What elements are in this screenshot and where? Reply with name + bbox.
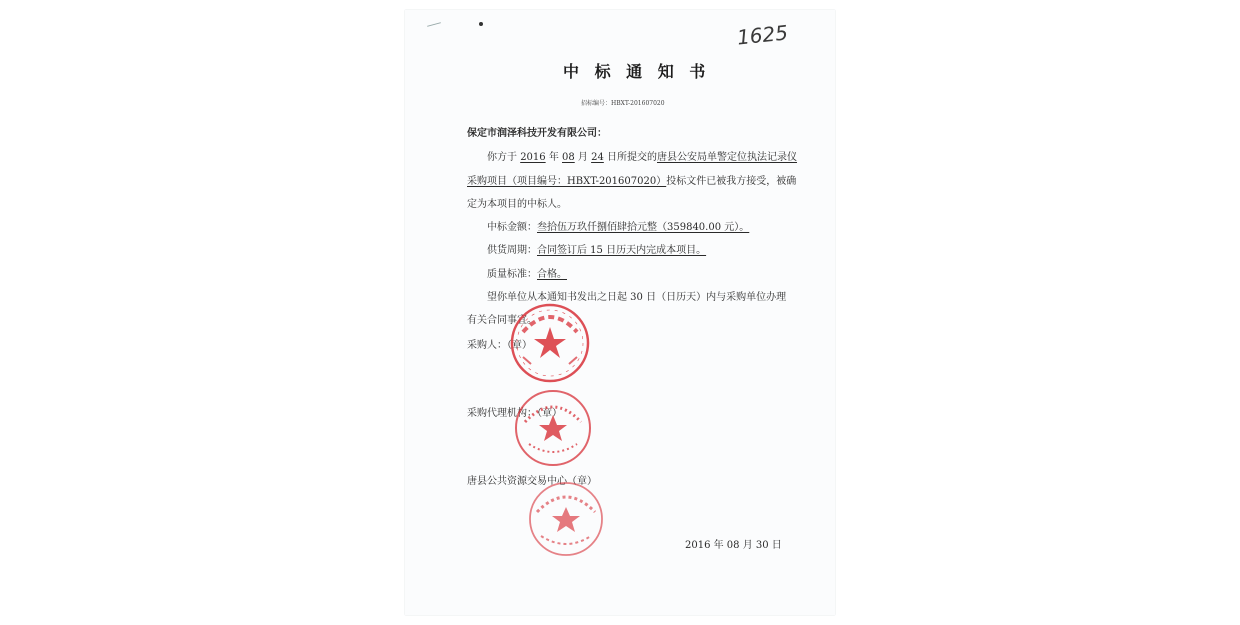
bid-amount: 中标金额：叁拾伍万玖仟捌佰肆拾元整（359840.00 元）。 [487, 222, 750, 233]
issue-date: 2016 年 08 月 30 日 [685, 540, 782, 551]
agency-seal-stamp [513, 388, 593, 468]
scan-mark [427, 22, 441, 27]
buyer-seal-stamp [509, 302, 591, 384]
delivery-period: 供货周期：合同签订后 15 日历天内完成本项目。 [487, 245, 707, 256]
notice-document [405, 10, 835, 615]
addressee: 保定市润泽科技开发有限公司： [467, 128, 607, 139]
paragraph2-line1: 望你单位从本通知书发出之日起 30 日（日历天）内与采购单位办理 [487, 292, 787, 303]
scan-speck [479, 22, 483, 26]
agency-signature-label: 采购代理机构：（章） [467, 408, 562, 419]
paragraph1-line2: 采购项目（项目编号：HBXT-201607020）投标文件已被我方接受，被确 [467, 176, 797, 187]
buyer-signature-label: 采购人：（章） [467, 340, 532, 351]
paragraph2-line2: 有关合同事宜。 [467, 315, 537, 326]
trading-center-seal-stamp [527, 480, 605, 558]
handwritten-note: 1625 [735, 20, 790, 50]
tender-number: 招标编号：HBXT-201607020 [581, 100, 665, 107]
paragraph1-line3: 定为本项目的中标人。 [467, 199, 567, 210]
paragraph1-line1: 你方于 2016 年 08 月 24 日所提交的唐县公安局单警定位执法记录仪 [487, 152, 798, 163]
quality-standard: 质量标准：合格。 [487, 269, 567, 280]
document-title: 中 标 通 知 书 [563, 62, 711, 81]
center-signature-label: 唐县公共资源交易中心（章） [467, 476, 597, 487]
